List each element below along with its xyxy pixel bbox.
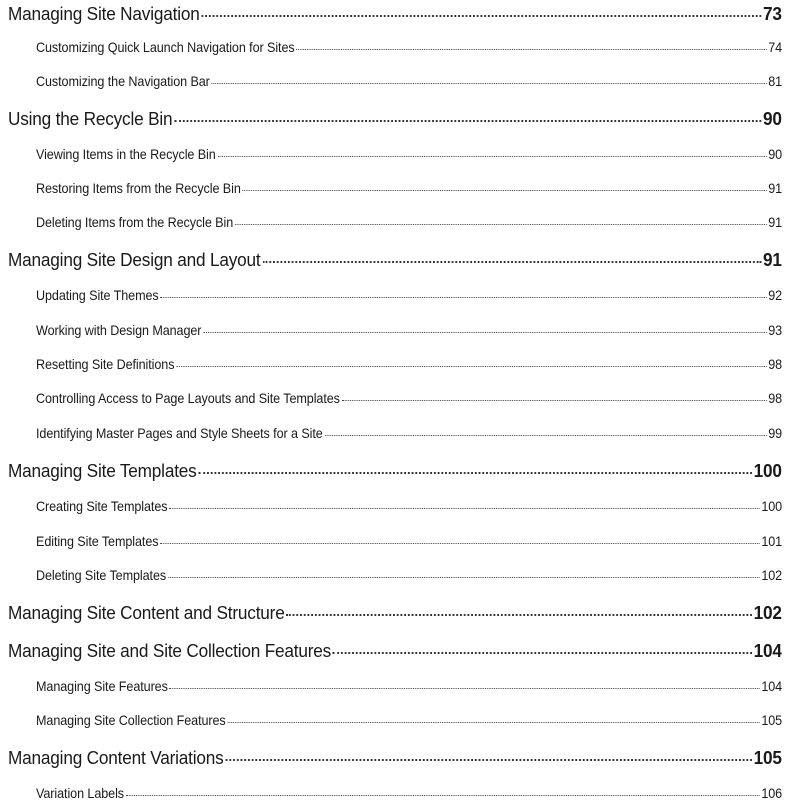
toc-entry-page: 93 [768, 322, 783, 338]
toc-entry-title: Resetting Site Definitions [36, 356, 175, 372]
toc-entry[interactable] [36, 390, 782, 406]
toc-entry-page: 81 [768, 73, 783, 89]
toc-entry[interactable] [36, 73, 782, 89]
toc-entry-page: 104 [753, 640, 782, 661]
toc-entry-page: 73 [762, 3, 782, 24]
dot-leader [170, 688, 760, 689]
toc-entry-title: Managing Site Design and Layout [8, 249, 261, 270]
toc-entry-title: Managing Site Templates [8, 460, 197, 481]
toc-entry-title: Identifying Master Pages and Style Sheets for a Site [36, 425, 323, 441]
toc-entry-title: Restoring Items from the Recycle Bin [36, 180, 241, 196]
toc-entry[interactable] [8, 249, 782, 271]
dot-leader [296, 49, 766, 50]
toc-entry[interactable] [36, 425, 782, 441]
dot-leader [176, 366, 766, 367]
dot-leader [201, 15, 761, 17]
dot-leader [227, 722, 759, 723]
toc-entry-page: 101 [761, 533, 783, 549]
toc-entry-page: 92 [768, 287, 783, 303]
dot-leader [168, 577, 760, 578]
toc-entry[interactable] [8, 602, 782, 624]
toc-entry-title: Controlling Access to Page Layouts and Site Templates [36, 390, 340, 406]
toc-entry[interactable] [8, 460, 782, 482]
toc-entry[interactable] [36, 39, 782, 55]
toc-entry-page: 90 [762, 108, 782, 129]
toc-entry-page: 100 [761, 498, 783, 514]
toc-entry-page: 98 [768, 390, 783, 406]
dot-leader [324, 435, 766, 436]
toc-entry-page: 91 [768, 180, 783, 196]
toc-entry[interactable] [36, 322, 782, 338]
dot-leader [212, 83, 767, 84]
toc-entry-title: Managing Content Variations [8, 747, 224, 768]
toc-entry-title: Customizing Quick Launch Navigation for Sites [36, 39, 295, 55]
dot-leader [262, 261, 761, 263]
toc-entry-title: Working with Design Manager [36, 322, 202, 338]
toc-entry-title: Managing Site Features [36, 678, 168, 694]
toc-entry[interactable] [36, 785, 782, 801]
dot-leader [160, 297, 766, 298]
toc-entry-title: Managing Site and Site Collection Features [8, 640, 332, 661]
toc-entry[interactable] [8, 747, 782, 769]
toc-entry-page: 102 [753, 602, 782, 623]
dot-leader [169, 508, 759, 509]
dot-leader [225, 759, 751, 761]
dot-leader [235, 224, 767, 225]
toc-entry-title: Viewing Items in the Recycle Bin [36, 146, 216, 162]
toc-entry[interactable] [36, 498, 782, 514]
toc-entry[interactable] [36, 678, 782, 694]
toc-entry-page: 104 [761, 678, 783, 694]
toc-entry-title: Variation Labels [36, 785, 124, 801]
toc-entry-page: 91 [762, 249, 782, 270]
dot-leader [333, 652, 752, 654]
toc-entry[interactable] [8, 3, 782, 25]
dot-leader [174, 120, 761, 122]
toc-entry[interactable] [36, 533, 782, 549]
toc-entry-page: 90 [768, 146, 783, 162]
dot-leader [243, 190, 767, 191]
toc-entry-page: 99 [768, 425, 783, 441]
toc-entry[interactable] [36, 146, 782, 162]
toc-entry-page: 105 [761, 712, 783, 728]
toc-entry-title: Using the Recycle Bin [8, 108, 173, 129]
dot-leader [203, 332, 766, 333]
toc-entry-page: 106 [761, 785, 783, 801]
toc-entry[interactable] [36, 287, 782, 303]
toc-entry[interactable] [36, 214, 782, 230]
toc-entry[interactable] [8, 108, 782, 130]
dot-leader [160, 543, 759, 544]
toc-entry-title: Updating Site Themes [36, 287, 159, 303]
dot-leader [286, 614, 751, 616]
dot-leader [342, 400, 767, 401]
toc-entry[interactable] [36, 712, 782, 728]
dot-leader [126, 795, 760, 796]
toc-entry-title: Managing Site Collection Features [36, 712, 226, 728]
toc-entry-page: 98 [768, 356, 783, 372]
toc-entry-page: 100 [753, 460, 782, 481]
toc-entry-title: Deleting Site Templates [36, 567, 167, 583]
toc-entry-title: Deleting Items from the Recycle Bin [36, 214, 234, 230]
dot-leader [198, 472, 751, 474]
toc-entry-page: 105 [753, 747, 782, 768]
toc-entry-title: Managing Site Navigation [8, 3, 200, 24]
toc-entry[interactable] [36, 567, 782, 583]
dot-leader [217, 156, 766, 157]
toc-entry-title: Managing Site Content and Structure [8, 602, 285, 623]
toc-entry-title: Creating Site Templates [36, 498, 168, 514]
toc-entry[interactable] [36, 180, 782, 196]
toc-entry[interactable] [36, 356, 782, 372]
toc-entry-page: 74 [768, 39, 783, 55]
toc-entry-page: 102 [761, 567, 783, 583]
toc-entry[interactable] [8, 640, 782, 662]
toc-entry-title: Customizing the Navigation Bar [36, 73, 210, 89]
toc-entry-page: 91 [768, 214, 783, 230]
toc-entry-title: Editing Site Templates [36, 533, 159, 549]
